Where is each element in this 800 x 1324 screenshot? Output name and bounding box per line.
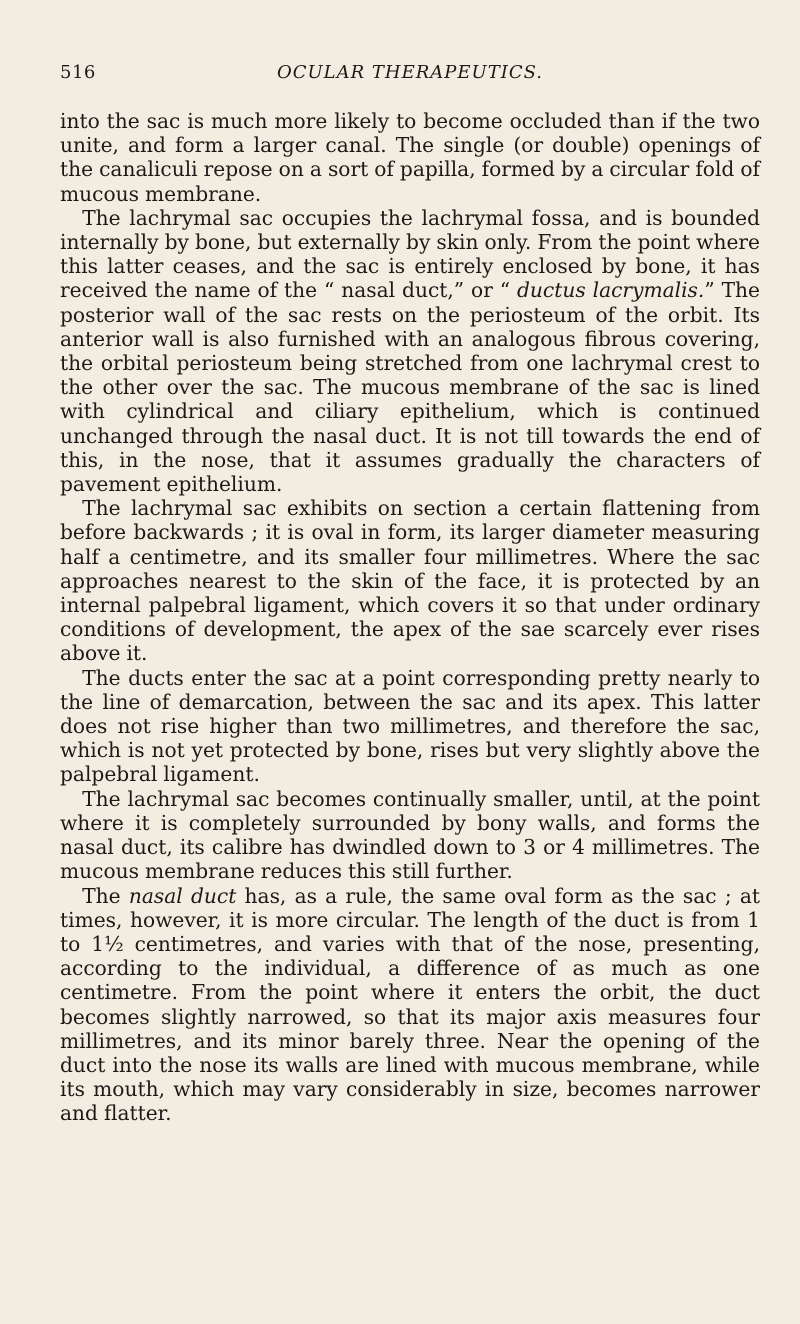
text-segment: The ducts enter the sac at a point corresponding pretty nearly to the line of demarcation, between the sac and its apex. This latter does not rise higher than two millimetres, and therefore the sac, which is not yet protected by bone, rises but very slightly above the palpebral ligament. <box>60 665 760 787</box>
text-segment: has, as a rule, the same oval form as the sac ; at times, however, it is more circular. The length of the duct is from 1 to 1½ centimetres, and varies with that of the nose, presenting, according to the individual, a difference of as much as one centimetre. From the point where it enters the orbit, the duct becomes slightly narrowed, so that its major axis measures four millimetres, and its minor barely three. Near the opening of the duct into the nose its walls are lined with mucous membrane, while its mouth, which may vary considerably in size, becomes narrower and flatter. <box>60 883 761 1126</box>
body-text <box>60 109 760 1126</box>
text-segment: ” The posterior wall of the sac rests on the periosteum of the orbit. Its anterior wall is also furnished with an analogous fibrous covering, the orbital periosteum being stretched from one lachrymal crest to the other over the sac. The mucous membrane of the sac is lined with cylindrical and ciliary epithelium, which is continued unchanged through the nasal duct. It is not till towards the end of this, in the nose, that it assumes gradually the characters of pavement epithelium. <box>60 278 760 497</box>
text-segment: The <box>82 883 129 908</box>
italic-term: nasal duct <box>128 883 237 908</box>
paragraph <box>60 884 760 1126</box>
paragraph <box>60 666 760 787</box>
italic-term: ductus lacrymalis. <box>517 278 705 303</box>
text-segment: The lachrymal sac becomes continually smaller, until, at the point where it is completely surrounded by bony walls, and forms the nasal duct, its calibre has dwindled down to 3 or 4 millimetres. The mucous membrane reduces this still further. <box>60 786 760 884</box>
text-segment: into the sac is much more likely to become occluded than if the two unite, and form a larger canal. The single (or double) openings of the canaliculi repose on a sort of papilla, formed by a circular fold of mucous membrane. <box>60 109 760 206</box>
paragraph <box>60 496 760 665</box>
paragraph <box>60 787 760 884</box>
page-number: 516 <box>60 62 96 83</box>
paragraph <box>60 206 760 496</box>
text-segment: The lachrymal sac occupies the lachrymal fossa, and is bounded internally by bone, but externally by skin only. From the point where this latter ceases, and the sac is entirely enclosed by bone, it has received the name of the “ nasal duct,” or “ <box>60 205 760 303</box>
running-title: OCULAR THERAPEUTICS. <box>276 62 544 83</box>
text-segment: The lachrymal sac exhibits on section a certain flattening from before backwards ; it is oval in form, its larger diameter measuring half a centimetre, and its smaller four millimetres. Where the sac approaches nearest to the skin of the face, it is protected by an internal palpebral ligament, which covers it so that under ordinary conditions of development, the apex of the sae scarcely ever rises above it. <box>60 496 760 666</box>
paragraph <box>60 109 760 206</box>
page-header <box>60 62 760 90</box>
